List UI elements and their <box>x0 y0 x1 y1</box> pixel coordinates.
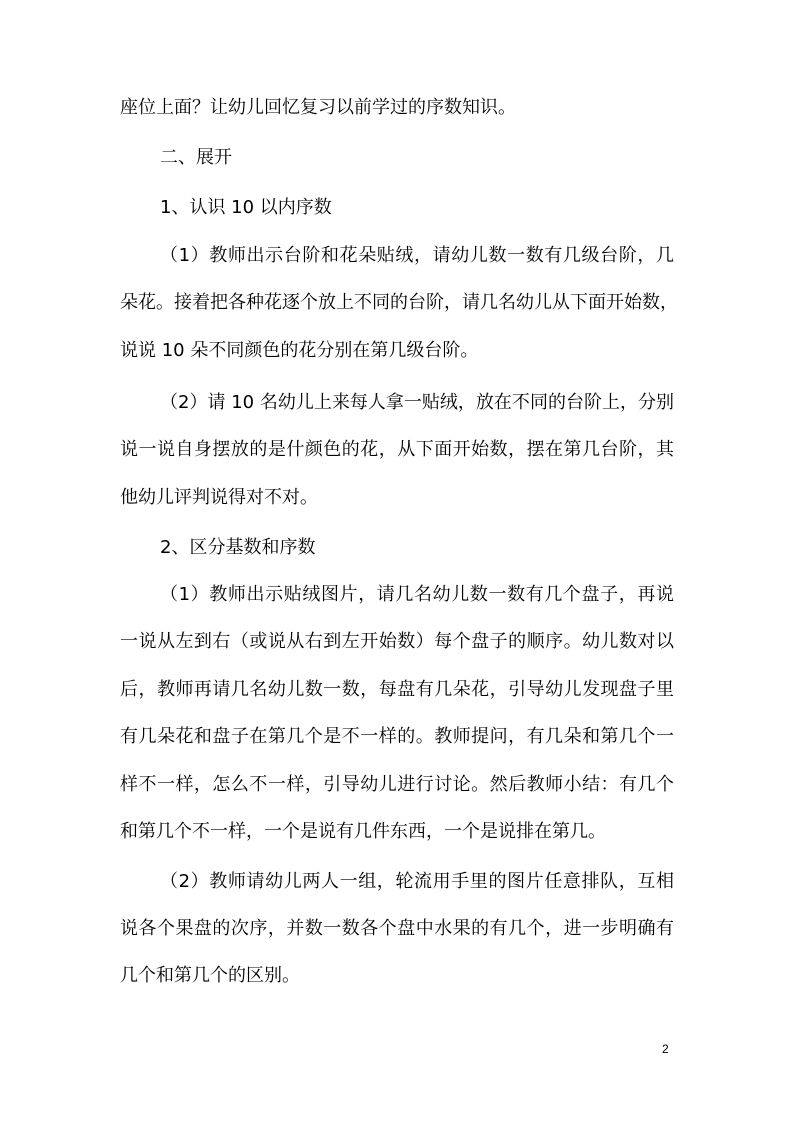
paragraph-line: 说一说自身摆放的是什颜色的花，从下面开始数，摆在第几台阶，其 <box>120 439 674 460</box>
paragraph-line: （1）教师出示贴绒图片，请几名幼儿数一数有几个盘子，再说 <box>160 584 674 605</box>
paragraph-line: 后，教师再请几名幼儿数一数，每盘有几朵花，引导幼儿发现盘子里 <box>120 679 674 700</box>
paragraph-line: 说各个果盘的次序，并数一数各个盘中水果的有几个，进一步明确有 <box>120 918 674 939</box>
paragraph-line: 一说从左到右（或说从右到左开始数）每个盘子的顺序。幼儿数对以 <box>120 631 674 652</box>
page-number: 2 <box>662 1042 669 1056</box>
paragraph-line: 座位上面？让幼儿回忆复习以前学过的序数知识。 <box>120 97 516 118</box>
subsection-heading: 2、区分基数和序数 <box>160 537 316 558</box>
paragraph-line: 和第几个不一样，一个是说有几件东西，一个是说排在第几。 <box>120 821 606 842</box>
paragraph-line: （2）教师请幼儿两人一组，轮流用手里的图片任意排队，互相 <box>160 871 674 892</box>
paragraph-line: 样不一样，怎么不一样，引导幼儿进行讨论。然后教师小结：有几个 <box>120 774 674 795</box>
section-heading: 二、展开 <box>160 147 232 168</box>
paragraph-line: 朵花。接着把各种花逐个放上不同的台阶，请几名幼儿从下面开始数， <box>120 292 678 313</box>
paragraph-line: 他幼儿评判说得对不对。 <box>120 487 318 508</box>
paragraph-line: 有几朵花和盘子在第几个是不一样的。教师提问，有几朵和第几个一 <box>120 726 674 747</box>
paragraph-line: （2）请 10 名幼儿上来每人拿一贴绒，放在不同的台阶上，分别 <box>160 392 674 413</box>
paragraph-line: 说说 10 朵不同颜色的花分别在第几级台阶。 <box>120 340 479 361</box>
paragraph-line: 几个和第几个的区别。 <box>120 965 300 986</box>
paragraph-line: （1）教师出示台阶和花朵贴绒，请幼儿数一数有几级台阶，几 <box>160 245 674 266</box>
subsection-heading: 1、认识 10 以内序数 <box>160 197 332 218</box>
